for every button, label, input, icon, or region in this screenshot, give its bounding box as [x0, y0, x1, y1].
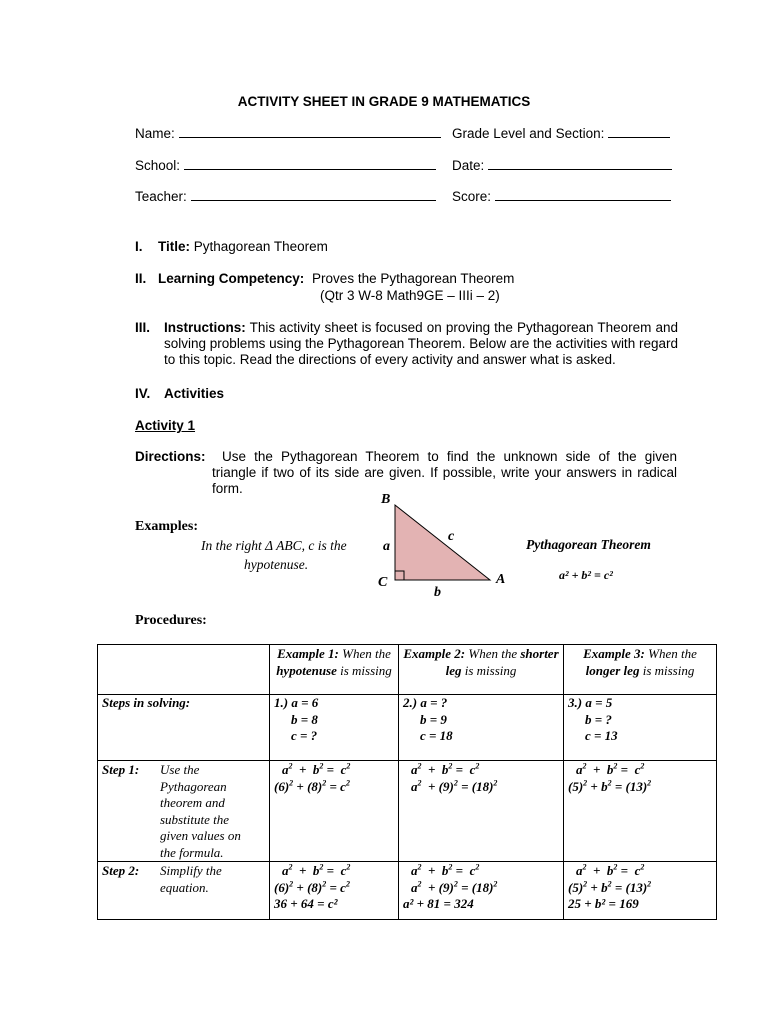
section-num: II.	[135, 271, 147, 286]
equation-line: 25 + b² = 169	[568, 896, 639, 911]
givens-cell-1	[270, 695, 399, 761]
score-blank[interactable]	[495, 188, 671, 201]
step1-label-cell	[98, 761, 270, 862]
given-line: b = ?	[585, 711, 612, 727]
activity1-heading: Activity 1	[135, 418, 196, 433]
right-triangle-diagram	[370, 490, 520, 600]
step2-cell-1	[270, 862, 399, 920]
name-label: Name:	[135, 126, 175, 141]
step2-label: Step 2:	[102, 863, 140, 878]
activities-label: Activities	[164, 386, 225, 401]
given-line: b = 8	[291, 711, 318, 727]
steps-label-cell: Steps in solving:	[98, 695, 270, 761]
equation-line: $(6)^2 + (8)^2 = c^2$	[274, 778, 350, 794]
step2-cell-2	[399, 862, 564, 920]
header-bold: Example 3:	[583, 646, 645, 661]
header-rest: When the	[465, 646, 521, 661]
teacher-field[interactable]	[135, 188, 436, 204]
table-corner-cell	[98, 645, 270, 695]
example-note-1: In the right Δ ABC, c is the	[201, 538, 347, 553]
given-line: 2.) a = ?	[403, 695, 448, 710]
competency-label: Learning Competency:	[158, 271, 305, 286]
teacher-label: Teacher:	[135, 189, 187, 204]
header-bold: Example 2:	[403, 646, 466, 661]
equation-line: $(5)^2 + b^2 = (13)^2$	[568, 879, 652, 895]
date-blank[interactable]	[488, 157, 672, 170]
equation-line: $a^2 + b^2 = c^2$	[282, 761, 351, 777]
section-competency	[135, 271, 514, 286]
section-num: IV.	[135, 386, 151, 401]
header-tail: is missing	[336, 662, 392, 678]
given-line: c = 13	[585, 728, 618, 743]
instructions-label: Instructions:	[164, 320, 246, 335]
step1-cell-1	[270, 761, 399, 862]
equation-line: a² + 81 = 324	[403, 896, 474, 911]
header-example-1	[270, 645, 399, 695]
vertex-b-label: B	[381, 492, 391, 507]
equation-line: $a^2 + (9)^2 = (18)^2$	[411, 879, 498, 895]
title-label: Title:	[158, 239, 191, 254]
competency-value: Proves the Pythagorean Theorem	[312, 271, 515, 286]
header-emph: shorter leg	[445, 646, 559, 678]
section-num: III.	[135, 320, 151, 335]
step2-desc: Simplify the equation.	[160, 863, 222, 895]
equation-line: $a^2 + b^2 = c^2$	[411, 862, 480, 878]
competency-code: (Qtr 3 W-8 Math9GE – IIIi – 2)	[320, 288, 500, 303]
grade-label: Grade Level and Section:	[452, 126, 605, 141]
name-field[interactable]	[135, 125, 441, 141]
score-field[interactable]	[452, 188, 671, 204]
givens-cell-3	[564, 695, 717, 761]
procedures-label: Procedures:	[135, 613, 207, 628]
vertex-a-label: A	[496, 572, 506, 587]
step1-desc: Use the Pythagorean theorem and substitute the given values on the formula.	[160, 762, 241, 860]
date-field[interactable]	[452, 157, 672, 173]
theorem-formula: a² + b² = c²	[559, 568, 613, 582]
header-bold: Example 1:	[277, 646, 339, 661]
table-row-givens	[98, 695, 717, 761]
directions-label: Directions:	[135, 449, 206, 464]
school-field[interactable]	[135, 157, 436, 173]
given-line: c = 18	[420, 728, 453, 743]
page-title: ACTIVITY SHEET IN GRADE 9 MATHEMATICS	[237, 94, 531, 109]
side-a-label: a	[383, 539, 390, 554]
given-line: c = ?	[291, 728, 318, 743]
step1-cell-3	[564, 761, 717, 862]
side-b-label: b	[434, 585, 441, 600]
triangle-shape	[395, 505, 490, 580]
equation-line: 36 + 64 = c²	[274, 896, 338, 911]
step2-label-cell	[98, 862, 270, 920]
title-value: Pythagorean Theorem	[193, 239, 328, 254]
step2-cell-3	[564, 862, 717, 920]
school-label: School:	[135, 158, 181, 173]
header-emph: longer leg	[585, 662, 640, 678]
equation-line: $(6)^2 + (8)^2 = c^2$	[274, 879, 350, 895]
equation-line: $a^2 + b^2 = c^2$	[576, 862, 645, 878]
table-header-row	[98, 645, 717, 695]
equation-line: $a^2 + b^2 = c^2$	[282, 862, 351, 878]
directions-text: Use the Pythagorean Theorem to find the unknown side of the given triangle if two of its side are given. If possible, write your answers in radical form.	[212, 449, 677, 496]
teacher-blank[interactable]	[191, 188, 436, 201]
header-tail: is missing	[461, 662, 517, 678]
grade-blank[interactable]	[608, 125, 670, 138]
header-emph: hypotenuse	[276, 662, 337, 678]
name-blank[interactable]	[179, 125, 441, 138]
section-num: I.	[135, 239, 143, 254]
step1-label: Step 1:	[102, 762, 140, 777]
grade-field[interactable]	[452, 125, 670, 141]
equation-line: $a^2 + b^2 = c^2$	[411, 761, 480, 777]
step1-cell-2	[399, 761, 564, 862]
procedures-table	[97, 644, 717, 920]
instructions-text: This activity sheet is focused on proving the Pythagorean Theorem and solving problems using the Pythagorean Theorem. Below are the activities with regard to this topic. Read the directions of every activity and answer what is asked.	[164, 320, 678, 367]
example-note-2: hypotenuse.	[244, 557, 309, 572]
equation-line: $(5)^2 + b^2 = (13)^2$	[568, 778, 652, 794]
header-example-3	[564, 645, 717, 695]
school-blank[interactable]	[184, 157, 436, 170]
given-line: 1.) a = 6	[274, 695, 319, 710]
instructions-paragraph	[164, 320, 678, 368]
examples-label: Examples:	[135, 519, 198, 534]
score-label: Score:	[452, 189, 492, 204]
givens-cell-2	[399, 695, 564, 761]
date-label: Date:	[452, 158, 485, 173]
theorem-title: Pythagorean Theorem	[526, 537, 651, 552]
side-c-label: c	[448, 529, 455, 544]
equation-line: $a^2 + b^2 = c^2$	[576, 761, 645, 777]
table-row-step2	[98, 862, 717, 920]
header-rest: When the	[644, 646, 697, 661]
given-line: 3.) a = 5	[568, 695, 613, 710]
equation-line: $a^2 + (9)^2 = (18)^2$	[411, 778, 498, 794]
header-tail: is missing	[639, 662, 695, 678]
table-row-step1	[98, 761, 717, 862]
vertex-c-label: C	[378, 575, 388, 590]
header-example-2	[399, 645, 564, 695]
header-rest: When the	[338, 646, 391, 661]
section-title	[135, 239, 328, 254]
given-line: b = 9	[420, 711, 447, 727]
section-activities	[135, 386, 224, 401]
